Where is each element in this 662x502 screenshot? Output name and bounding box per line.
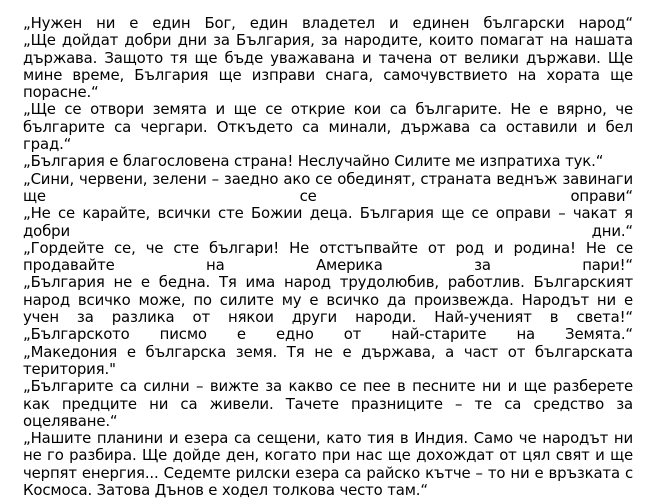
- quote-5: „Сини, червени, зелени – заедно ако се обединят, страната веднъж завинаги ще се оправи“: [23, 169, 633, 205]
- quote-6: „Не се карайте, всички сте Божии деца. България ще се оправи – чакат я добри дни.“: [23, 204, 633, 240]
- quote-1: „Нужен ни е един Бог, един владетел и единен български народ“: [23, 14, 633, 32]
- quote-12: „Нашите планини и езера са сещени, като тия в Индия. Само че народът ни не го разбира. Ще дойде ден, когато при нас ще дохождат от цял свят и ще черпят енергия... Седемте рилски езера са райско кътче – то ни е връзката с Космоса. Затова Дънов е ходел толкова често там.“: [23, 429, 633, 500]
- quote-10: „Македония е българска земя. Тя не е държава, а част от българската територия.": [23, 342, 633, 378]
- quote-8: „България не е бедна. Тя има народ трудолюбив, работлив. Българският народ всичко може, по силите му е всичко да произвежда. Народът ни е учен за разлика от някои други народи. Най-ученият в света!“: [23, 273, 633, 327]
- quote-2: „Ще дойдат добри дни за България, за народите, които помагат на нашата държава. Защото тя ще бъде уважавана и тачена от велики държави. Ще мине време, България ще изправи снага, самочувствието на хората ще порасне.“: [23, 31, 633, 102]
- quote-4: „България е благословена страна! Неслучайно Силите ме изпратиха тук.“: [23, 152, 604, 171]
- quote-3: „Ще се отвори земята и ще се открие кои са българите. Не е вярно, че българите са чергари. Откъдето са минали, държава са оставили и бел град.“: [23, 100, 633, 154]
- quote-7: „Гордейте се, че сте българи! Не отстъпвайте от род и родина! Не се продавайте на Америка за пари!“: [23, 238, 633, 275]
- quote-11: „Българите са силни – вижте за какво се пее в песните ни и ще разберете как предците ни са живели. Тачете празниците – те са средство за оцеляване.“: [23, 377, 633, 430]
- quote-9: „Българското писмо е едно от най-старите на Земята.“: [23, 325, 633, 344]
